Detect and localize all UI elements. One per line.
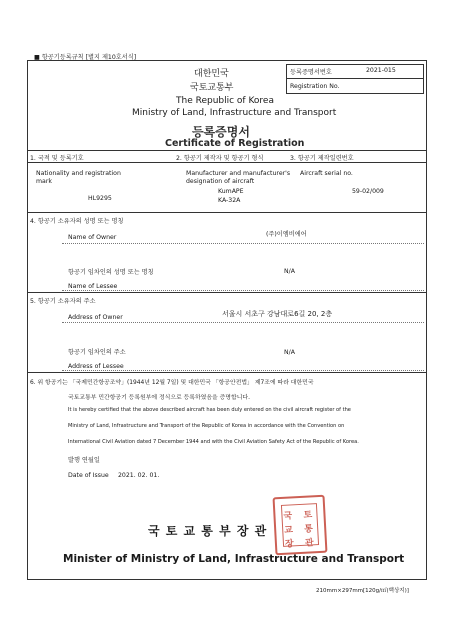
nationality-label-en-1: Nationality and registration	[36, 170, 121, 177]
lessee-label-ko: 항공기 임차인의 성명 또는 명칭	[68, 269, 154, 276]
certification-ko-1: 6. 위 항공기는 「국제민간항공조약」(1944년 12월 7일) 및 대한민국 「항공안전법」 제7조에 따라 대한민국	[30, 380, 314, 386]
seal-char-4: 통	[303, 524, 314, 535]
registration-label-ko: 등록증명서번호	[290, 69, 332, 76]
seal-char-5: 장	[284, 539, 294, 550]
paper-spec: 210mm×297mm[120g/㎡(백상지)]	[316, 588, 409, 594]
section4-top-line	[27, 212, 427, 213]
title-en: Certificate of Registration	[165, 138, 305, 149]
registration-label-en: Registration No.	[290, 83, 340, 90]
seal-char-2: 토	[303, 510, 313, 521]
owner-address-value: 서울시 서초구 강남대로6길 20, 2층	[222, 310, 333, 318]
registration-box-divider	[286, 78, 424, 79]
section1-head-line	[27, 162, 427, 163]
country-en: The Republic of Korea	[176, 96, 274, 106]
certification-en-3: International Civil Aviation dated 7 December 1944 and with the Civil Aviation Safety Act of the Republic of Korea.	[68, 439, 359, 445]
section3-head: 3. 항공기 제작일련번호	[290, 155, 354, 162]
registration-number: 2021-015	[366, 67, 396, 74]
lessee-dotted-line	[62, 290, 424, 291]
section1-head: 1. 국적 및 등록기호	[30, 155, 84, 162]
ministry-en: Ministry of Land, Infrastructure and Transport	[132, 108, 337, 118]
country-ko: 대한민국	[194, 69, 229, 79]
lessee-label-en: Name of Lessee	[68, 283, 118, 290]
lessee-address-value: N/A	[284, 349, 295, 356]
issue-date-value: 2021. 02. 01.	[118, 472, 160, 479]
section1-top-line	[27, 150, 427, 151]
owner-dotted-line	[62, 243, 424, 244]
certification-en-2: Ministry of Land, Infrastructure and Transport of the Republic of Korea in accordance with the Convention on	[68, 423, 345, 429]
lessee-value: N/A	[284, 268, 295, 275]
section5-top-line	[27, 292, 427, 293]
ministry-ko: 국토교통부	[190, 83, 234, 93]
issue-date-label-en: Date of Issue	[68, 472, 109, 479]
certification-ko-2: 국토교통부 민간항공기 등록원부에 정식으로 등록하였음을 증명합니다.	[68, 395, 250, 401]
seal-char-6: 관	[304, 538, 314, 549]
serial-label-en: Aircraft serial no.	[300, 170, 353, 177]
official-seal	[273, 495, 328, 556]
owner-address-dotted-line	[62, 322, 424, 323]
certification-en-1: It is hereby certified that the above described aircraft has been duly entered on the civil aircraft register of the	[68, 407, 351, 413]
seal-char-1: 국	[283, 511, 293, 522]
owner-address-label-en: Address of Owner	[68, 314, 123, 321]
manufacturer-label-en-1: Manufacturer and manufacturer's	[186, 170, 291, 177]
manufacturer-value: KumAPE	[218, 188, 244, 195]
model-value: KA-32A	[218, 197, 241, 204]
owner-value: (주)이엠비에어	[266, 231, 307, 238]
title-ko: 등록증명서	[192, 125, 250, 139]
issue-date-label-ko: 발행 연월일	[68, 457, 100, 464]
section2-head: 2. 항공기 제작자 및 항공기 형식	[176, 155, 264, 162]
lessee-address-label-en: Address of Lessee	[68, 363, 124, 370]
nationality-label-en-2: mark	[36, 178, 52, 185]
manufacturer-label-en-2: designation of aircraft	[186, 178, 255, 185]
section4-head: 4. 항공기 소유자의 성명 또는 명칭	[30, 218, 124, 225]
seal-char-3: 교	[284, 525, 294, 536]
section5-head: 5. 항공기 소유자의 주소	[30, 298, 96, 305]
lessee-address-label-ko: 항공기 임차인의 주소	[68, 349, 126, 356]
owner-label-en: Name of Owner	[68, 234, 117, 241]
serial-value: 59-02/009	[352, 188, 384, 195]
section6-top-line	[27, 372, 427, 373]
signature-ko: 국 토 교 통 부 장 관	[148, 524, 268, 538]
lessee-address-dotted-line	[62, 370, 424, 371]
signature-en: Minister of Ministry of Land, Infrastructure and Transport	[63, 553, 405, 565]
form-reference: ■ 항공기등록규칙 [별지 제10호서식]	[34, 54, 137, 61]
registration-mark: HL9295	[88, 195, 112, 202]
